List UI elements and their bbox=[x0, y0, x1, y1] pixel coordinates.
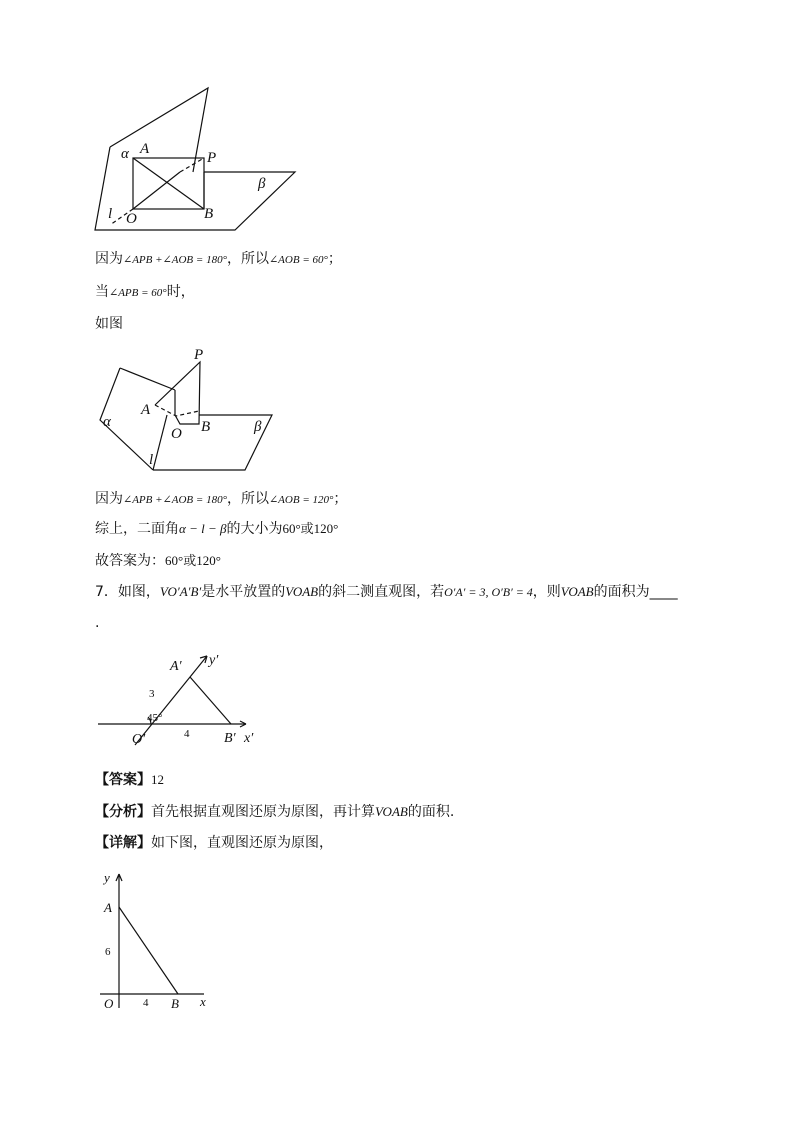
analysis-line bbox=[95, 803, 454, 821]
fig3-label-4: 4 bbox=[184, 728, 190, 740]
text: 因为 bbox=[95, 251, 123, 267]
fig4-label-6: 6 bbox=[105, 946, 111, 958]
answer-tag: 【答案】 bbox=[95, 772, 151, 788]
fig3-label-y: y′ bbox=[209, 653, 219, 668]
text: 故答案为： bbox=[95, 553, 165, 569]
text: ，所以 bbox=[226, 491, 269, 507]
formula: 60°或120° bbox=[282, 521, 339, 536]
solution-line-3: 如图 bbox=[95, 316, 123, 332]
question-7 bbox=[95, 583, 678, 601]
question-number: 7．如图， bbox=[95, 584, 160, 600]
detail-tag: 【详解】 bbox=[95, 835, 151, 851]
formula: ∠APB +∠AOB = 180° bbox=[123, 254, 227, 266]
fig4-label-A: A bbox=[104, 900, 112, 915]
solution-line-1 bbox=[95, 250, 342, 269]
text: 的斜二测直观图，若 bbox=[318, 584, 445, 600]
formula: ∠APB +∠AOB = 180° bbox=[123, 494, 227, 506]
formula: ∠AOB = 120° bbox=[268, 494, 334, 506]
fig4-label-x: x bbox=[200, 994, 206, 1009]
solution-line-6 bbox=[95, 552, 221, 570]
text: 如下图，直观图还原为原图， bbox=[151, 835, 333, 851]
text: 的大小为 bbox=[226, 521, 283, 537]
text: ； bbox=[333, 491, 348, 507]
fig1-label-B: B bbox=[204, 206, 214, 222]
formula: VOAB bbox=[285, 584, 319, 599]
fig2-label-B: B bbox=[201, 419, 211, 435]
formula: VOAB bbox=[560, 584, 594, 599]
formula: VO′A′B′ bbox=[159, 584, 202, 599]
fig2-label-P: P bbox=[194, 347, 204, 363]
text: 的面积为____ bbox=[593, 584, 678, 600]
solution-line-5 bbox=[95, 520, 338, 538]
solution-line-2 bbox=[95, 283, 195, 302]
analysis-tag: 【分析】 bbox=[95, 804, 151, 820]
fig3-label-B: B′ bbox=[224, 731, 236, 746]
formula: VOAB bbox=[375, 804, 408, 819]
fig1-label-O: O bbox=[126, 211, 137, 227]
formula: ∠AOB = 60° bbox=[268, 254, 328, 266]
text: 首先根据直观图还原为原图，再计算 bbox=[151, 804, 375, 820]
fig1-label-l: l bbox=[108, 206, 113, 222]
fig1-label-A: A bbox=[140, 141, 150, 157]
formula: ∠APB = 60° bbox=[109, 287, 167, 299]
formula: 60°或120° bbox=[165, 553, 221, 568]
question-7-end: . bbox=[95, 615, 100, 631]
fig3-label-A: A′ bbox=[170, 659, 182, 674]
text: 综上，二面角 bbox=[95, 521, 179, 537]
fig3-label-x: x′ bbox=[244, 731, 254, 746]
answer-line bbox=[95, 771, 164, 789]
fig4-label-O: O bbox=[104, 996, 114, 1011]
text: ； bbox=[327, 251, 342, 267]
text: ，则 bbox=[532, 584, 561, 600]
formula: α − l − β bbox=[179, 521, 227, 536]
text: 因为 bbox=[95, 491, 123, 507]
fig2-label-alpha: α bbox=[103, 414, 111, 430]
fig1-label-P: P bbox=[207, 150, 217, 166]
formula: O′A′ = 3, O′B′ = 4 bbox=[444, 585, 533, 599]
text: ，所以 bbox=[226, 251, 269, 267]
fig1-label-alpha: α bbox=[121, 146, 129, 162]
fig2-label-l: l bbox=[149, 452, 154, 468]
detail-line bbox=[95, 834, 333, 852]
fig3-label-3: 3 bbox=[149, 688, 155, 700]
text: 的面积. bbox=[407, 804, 455, 820]
fig2-label-O: O bbox=[171, 426, 182, 442]
fig1-label-beta: β bbox=[258, 176, 266, 192]
text: 当 bbox=[95, 284, 109, 300]
text: 时， bbox=[166, 284, 195, 300]
solution-line-4 bbox=[95, 490, 347, 509]
answer-value: 12 bbox=[151, 772, 164, 787]
fig2-label-A: A bbox=[141, 402, 151, 418]
fig3-label-O: O′ bbox=[132, 732, 146, 747]
fig4-label-4: 4 bbox=[143, 997, 149, 1009]
fig4-label-B: B bbox=[171, 996, 179, 1011]
fig4-label-y: y bbox=[104, 870, 110, 885]
fig3-label-45: 45° bbox=[147, 712, 163, 724]
text: 是水平放置的 bbox=[201, 584, 286, 600]
fig2-label-beta: β bbox=[254, 419, 262, 435]
